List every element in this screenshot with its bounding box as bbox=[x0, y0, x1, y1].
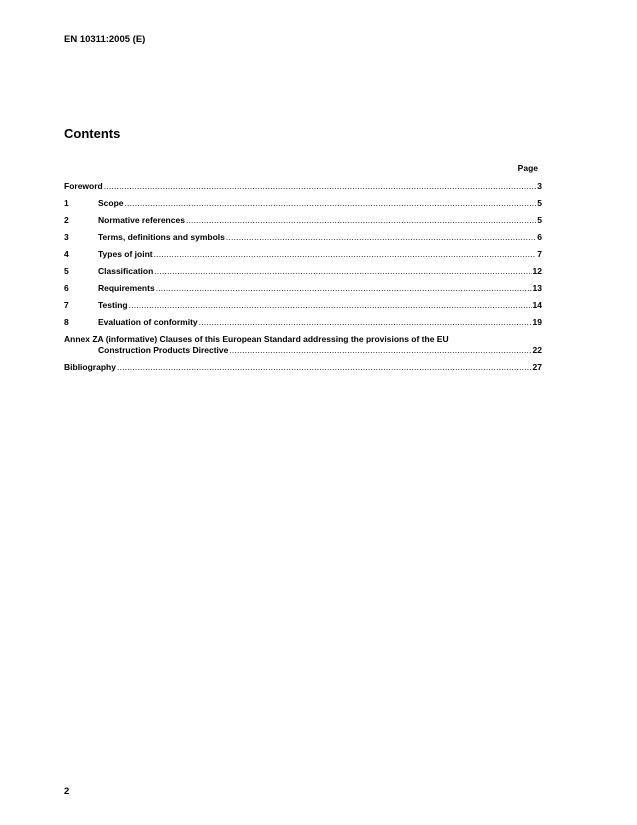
toc-entry-normative-references[interactable] bbox=[64, 212, 542, 229]
toc-entry-number: 4 bbox=[64, 249, 69, 259]
toc-entry-page: 27 bbox=[532, 362, 542, 372]
toc-entry-number: 1 bbox=[64, 198, 69, 208]
toc-entry-terms-definitions[interactable] bbox=[64, 229, 542, 246]
toc-leader-dots bbox=[156, 280, 532, 297]
toc-entry-title: Terms, definitions and symbols bbox=[98, 232, 225, 242]
toc-leader-dots bbox=[154, 246, 537, 263]
contents-title: Contents bbox=[64, 126, 121, 141]
toc-leader-dots bbox=[154, 263, 531, 280]
toc-leader-dots bbox=[125, 195, 537, 212]
annex-title-line2-row bbox=[64, 345, 542, 356]
toc-entry-page: 6 bbox=[537, 232, 542, 242]
toc-leader-dots bbox=[117, 359, 532, 376]
toc-entry-scope[interactable] bbox=[64, 195, 542, 212]
toc-entry-page: 7 bbox=[537, 249, 542, 259]
toc-entry-types-of-joint[interactable] bbox=[64, 246, 542, 263]
toc-entry-number: 6 bbox=[64, 283, 69, 293]
toc-entry-annex-za[interactable] bbox=[64, 331, 542, 359]
toc-entry-page: 14 bbox=[532, 300, 542, 310]
toc-entry-title: Classification bbox=[98, 266, 154, 276]
toc-leader-dots bbox=[104, 178, 537, 195]
toc-leader-dots bbox=[226, 229, 536, 246]
toc-entry-page: 13 bbox=[532, 283, 542, 293]
toc-entry-page: 12 bbox=[532, 266, 542, 276]
toc-entry-classification[interactable] bbox=[64, 263, 542, 280]
toc-entry-requirements[interactable] bbox=[64, 280, 542, 297]
toc-entry-evaluation-of-conformity[interactable] bbox=[64, 314, 542, 331]
annex-title-line2: Construction Products Directive bbox=[98, 345, 229, 355]
toc-entry-title: Scope bbox=[98, 198, 124, 208]
page-column-label: Page bbox=[517, 163, 538, 173]
toc-entry-page: 5 bbox=[537, 215, 542, 225]
toc-entry-page: 19 bbox=[532, 317, 542, 327]
toc-entry-title: Normative references bbox=[98, 215, 185, 225]
toc-entry-page: 22 bbox=[532, 345, 542, 355]
toc-entry-title: Types of joint bbox=[98, 249, 153, 259]
toc-entry-number: 2 bbox=[64, 215, 69, 225]
toc-entry-foreword[interactable] bbox=[64, 178, 542, 195]
toc-entry-title: Foreword bbox=[64, 181, 103, 191]
document-id-header: EN 10311:2005 (E) bbox=[64, 34, 146, 45]
toc-entry-page: 5 bbox=[537, 198, 542, 208]
toc-entry-title: Evaluation of conformity bbox=[98, 317, 198, 327]
toc-entry-title: Testing bbox=[98, 300, 128, 310]
page-number: 2 bbox=[64, 786, 70, 797]
toc-leader-dots bbox=[229, 345, 531, 356]
toc-entry-title: Requirements bbox=[98, 283, 155, 293]
toc-entry-number: 5 bbox=[64, 266, 69, 276]
toc-leader-dots bbox=[199, 314, 532, 331]
toc-entry-number: 7 bbox=[64, 300, 69, 310]
toc-entry-testing[interactable] bbox=[64, 297, 542, 314]
toc-entry-number: 3 bbox=[64, 232, 69, 242]
toc-leader-dots bbox=[129, 297, 532, 314]
annex-title-line1: Annex ZA (informative) Clauses of this European Standard addressing the provisions of the EU bbox=[64, 334, 449, 344]
table-of-contents bbox=[64, 178, 542, 376]
toc-entry-number: 8 bbox=[64, 317, 69, 327]
toc-leader-dots bbox=[186, 212, 536, 229]
toc-entry-page: 3 bbox=[537, 181, 542, 191]
toc-entry-title: Bibliography bbox=[64, 362, 116, 372]
toc-entry-bibliography[interactable] bbox=[64, 359, 542, 376]
